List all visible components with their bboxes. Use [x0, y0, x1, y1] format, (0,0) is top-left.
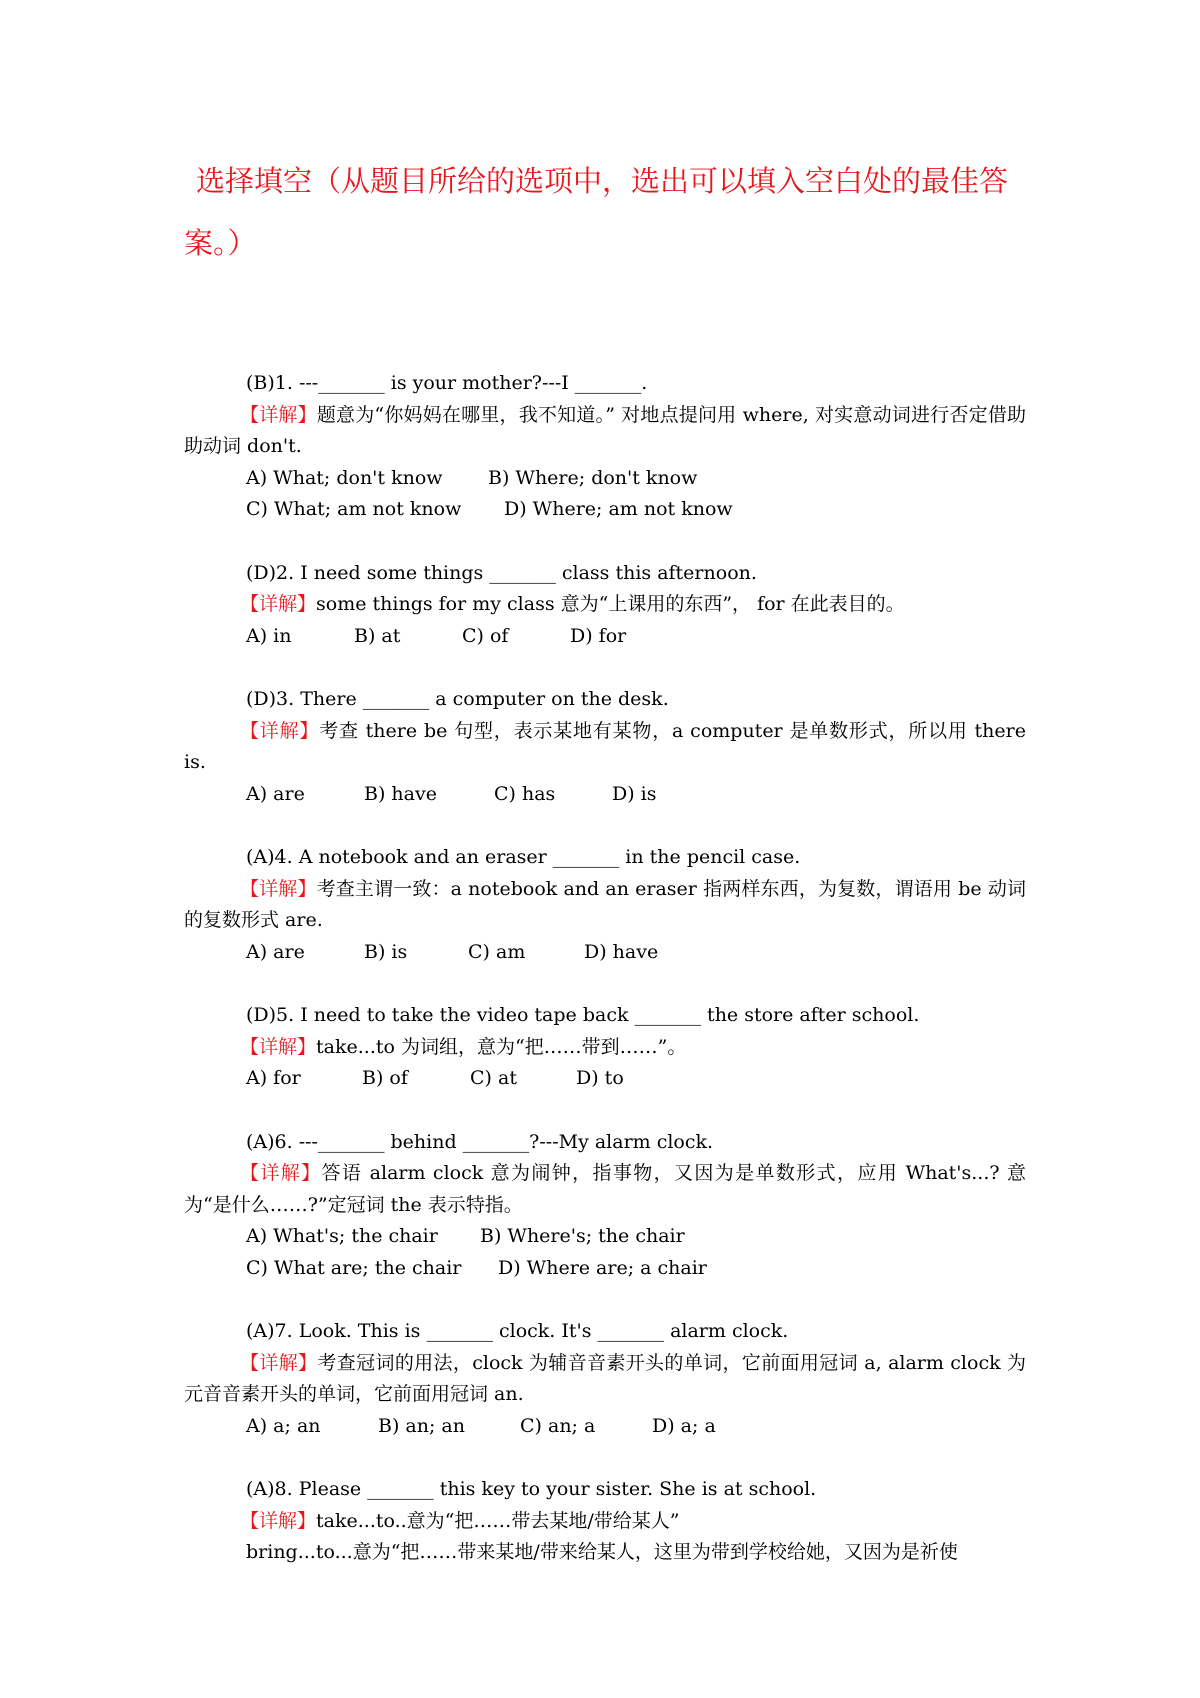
option-a: A) are [246, 940, 305, 963]
explanation-tag: 【详解】 [240, 1035, 317, 1058]
question-3 [184, 684, 1026, 810]
question-explanation: 【详解】考查冠词的用法，clock 为辅音音素开头的单词，它前面用冠词 a, alarm clock 为元音音素开头的单词，它前面用冠词 an. [184, 1351, 1026, 1405]
question-stem: (D)5. I need to take the video tape back _______ the store after school. [246, 1004, 920, 1026]
question-list [184, 368, 1026, 1569]
question-explanation: 【详解】题意为“你妈妈在哪里，我不知道。” 对地点提问用 where, 对实意动词进行否定借助助动词 don't. [184, 403, 1026, 457]
question-5 [184, 1000, 1026, 1095]
option-a: A) What; don't know [246, 466, 443, 489]
question-stem: (A)4. A notebook and an eraser _______ in the pencil case. [246, 846, 801, 868]
options-row [184, 494, 1026, 526]
options-row [184, 463, 1026, 495]
explanation-tag: 【详解】 [240, 593, 317, 615]
option-d: D) Where; am not know [504, 498, 733, 520]
question-1 [184, 368, 1026, 526]
option-b: B) an; an [378, 1414, 465, 1437]
question-explanation-continued: bring...to...意为“把……带来某地/带来给某人，这里为带到学校给她，又因为是祈使 [246, 1541, 958, 1563]
option-d: D) to [576, 1067, 624, 1089]
option-a: A) are [246, 782, 305, 805]
option-a: A) a; an [246, 1414, 321, 1437]
question-explanation: 【详解】take...to..意为“把……带去某地/带给某人” [240, 1509, 680, 1532]
option-b: B) Where's; the chair [480, 1225, 685, 1247]
question-6 [184, 1127, 1026, 1285]
question-stem: (D)3. There _______ a computer on the desk. [246, 688, 669, 710]
explanation-tag: 【详解】 [240, 403, 317, 426]
question-2 [184, 558, 1026, 653]
question-8 [184, 1474, 1026, 1569]
options-row [184, 779, 1026, 811]
question-explanation: 【详解】考查主谓一致：a notebook and an eraser 指两样东西，为复数，谓语用 be 动词的复数形式 are. [184, 877, 1026, 931]
explanation-tag: 【详解】 [240, 1509, 317, 1532]
explanation-tag: 【详解】 [240, 719, 320, 742]
option-b: B) Where; don't know [488, 466, 698, 489]
options-row [184, 621, 1026, 653]
option-d: D) Where are; a chair [498, 1256, 707, 1279]
option-b: B) of [362, 1067, 408, 1089]
question-explanation: 【详解】some things for my class 意为“上课用的东西”， for 在此表目的。 [240, 593, 905, 615]
option-c: C) of [462, 624, 509, 647]
page-title: 选择填空（从题目所给的选项中，选出可以填入空白处的最佳答案。） [184, 164, 1009, 260]
option-c: C) an; a [520, 1414, 596, 1437]
question-explanation: 【详解】答语 alarm clock 意为闹钟，指事物，又因为是单数形式，应用 What's...? 意为“是什么……?”定冠词 the 表示特指。 [184, 1162, 1026, 1216]
option-b: B) at [354, 624, 401, 647]
question-explanation: 【详解】考查 there be 句型，表示某地有某物，a computer 是单数形式，所以用 there is. [184, 719, 1026, 773]
options-row [184, 1253, 1026, 1285]
question-stem: (A)8. Please _______ this key to your sister. She is at school. [246, 1478, 817, 1500]
question-explanation: 【详解】take...to 为词组，意为“把……带到……”。 [240, 1035, 687, 1058]
option-c: C) has [494, 782, 556, 805]
option-c: C) am [468, 940, 526, 963]
option-d: D) for [570, 624, 627, 647]
question-4 [184, 842, 1026, 968]
question-stem: (A)6. ---_______ behind _______?---My alarm clock. [246, 1130, 714, 1153]
document-page [184, 150, 1026, 1601]
question-stem: (A)7. Look. This is _______ clock. It's _______ alarm clock. [246, 1320, 789, 1342]
option-d: D) have [584, 940, 659, 963]
explanation-tag: 【详解】 [240, 1162, 322, 1184]
question-stem: (B)1. ---_______ is your mother?---I _______. [246, 372, 648, 394]
options-row [184, 937, 1026, 969]
option-c: C) What are; the chair [246, 1256, 462, 1279]
option-a: A) in [246, 624, 292, 647]
explanation-tag: 【详解】 [240, 1351, 318, 1374]
question-7 [184, 1316, 1026, 1442]
option-c: C) What; am not know [246, 498, 462, 520]
option-d: D) is [612, 782, 657, 805]
explanation-tag: 【详解】 [240, 877, 317, 900]
option-a: A) What's; the chair [246, 1225, 438, 1247]
options-row [184, 1063, 1026, 1095]
option-c: C) at [470, 1067, 517, 1089]
options-row [184, 1221, 1026, 1253]
option-b: B) have [364, 782, 437, 805]
option-d: D) a; a [652, 1414, 716, 1437]
option-a: A) for [246, 1067, 301, 1089]
options-row [184, 1411, 1026, 1443]
option-b: B) is [364, 940, 408, 963]
question-stem: (D)2. I need some things _______ class this afternoon. [246, 561, 757, 584]
